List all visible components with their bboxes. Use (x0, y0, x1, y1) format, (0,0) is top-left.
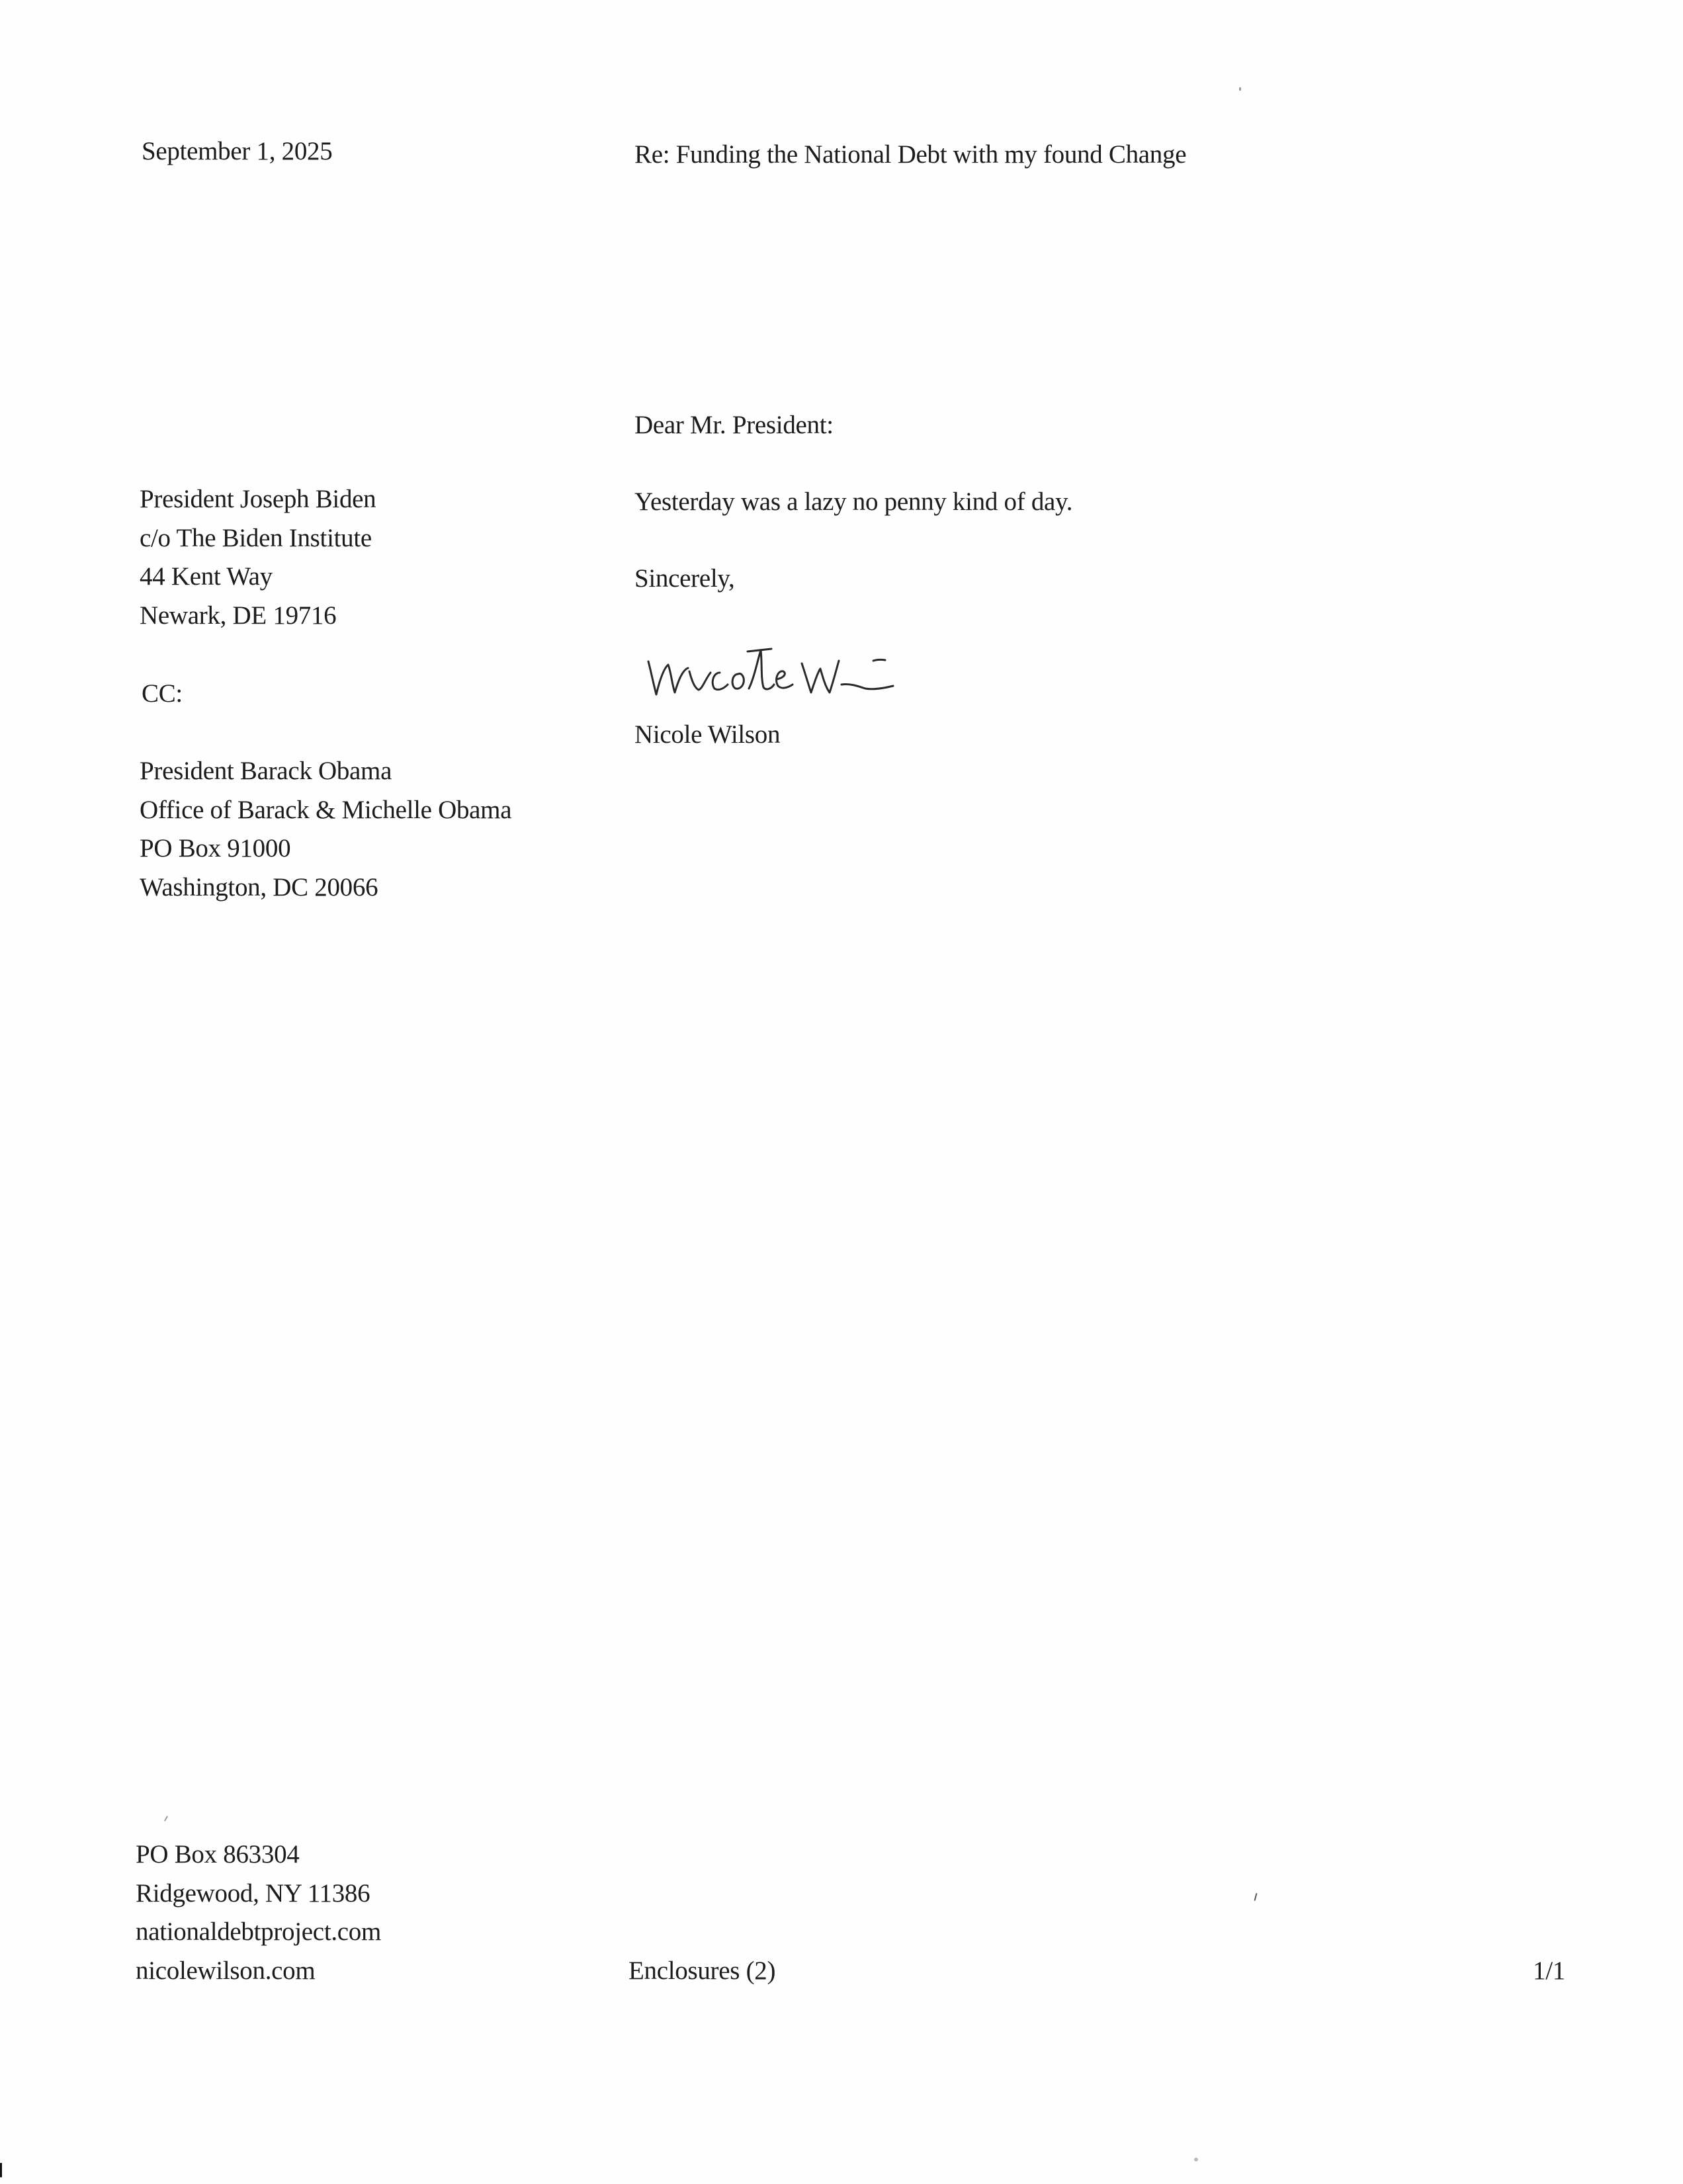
sender-website[interactable]: nationaldebtproject.com (136, 1917, 382, 1946)
cc-address (140, 752, 511, 907)
letter-subject: Re: Funding the National Debt with my found Change (634, 140, 1187, 169)
letter-date: September 1, 2025 (142, 137, 333, 165)
scan-speck (1239, 87, 1241, 91)
recipient-line: c/o The Biden Institute (140, 523, 372, 552)
page-number: 1/1 (1533, 1956, 1565, 1985)
scan-speck (1194, 2158, 1198, 2162)
cc-line: President Barack Obama (140, 757, 392, 785)
sender-line: Ridgewood, NY 11386 (136, 1878, 370, 1908)
recipient-line: Newark, DE 19716 (140, 601, 337, 630)
scan-edge-mark (0, 2163, 2, 2177)
scan-speck (164, 1816, 168, 1822)
recipient-line: President Joseph Biden (140, 485, 376, 513)
enclosures-note: Enclosures (2) (628, 1956, 776, 1985)
cc-line: PO Box 91000 (140, 834, 291, 862)
closing: Sincerely, (634, 564, 735, 593)
handwritten-signature (642, 632, 959, 704)
cc-line: Office of Barack & Michelle Obama (140, 795, 512, 824)
cc-line: Washington, DC 20066 (140, 872, 378, 902)
scan-speck (1254, 1893, 1257, 1901)
recipient-address (140, 480, 376, 635)
recipient-line: 44 Kent Way (140, 562, 273, 591)
sender-line: PO Box 863304 (136, 1840, 300, 1869)
letter-body: Yesterday was a lazy no penny kind of day. (634, 487, 1073, 516)
salutation: Dear Mr. President: (634, 411, 834, 439)
signer-name: Nicole Wilson (634, 720, 781, 749)
cc-label: CC: (142, 679, 183, 708)
sender-website[interactable]: nicolewilson.com (136, 1956, 316, 1985)
sender-address (136, 1835, 381, 1990)
